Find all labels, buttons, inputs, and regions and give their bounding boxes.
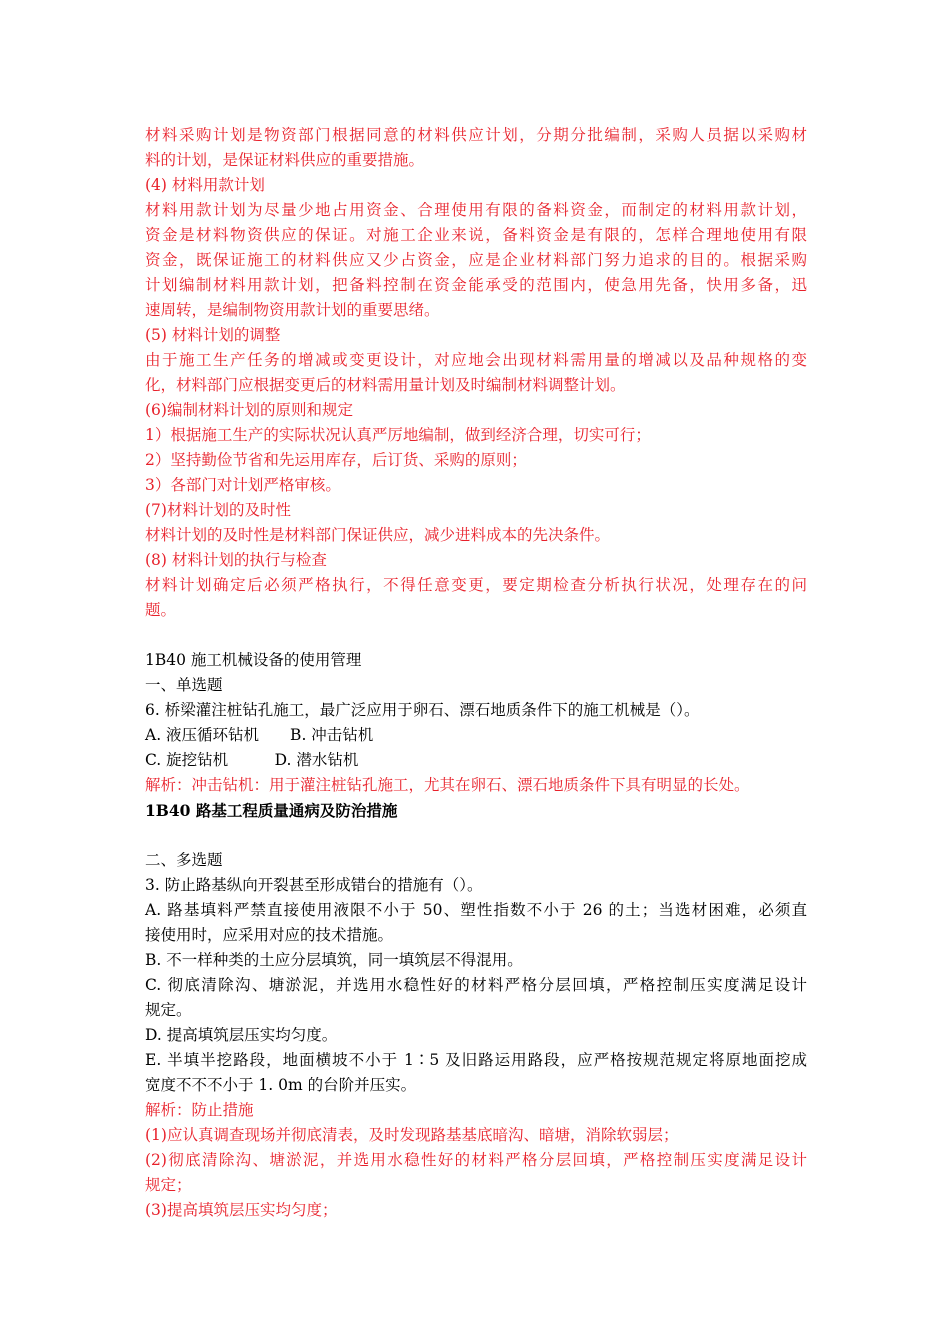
text-line: (5) 材料计划的调整 — [145, 326, 281, 344]
blank-line — [145, 823, 807, 848]
text-line: 材料用款计划为尽量少地占用资金、合理使用有限的备料资金，而制定的材料用款计划， — [145, 201, 807, 219]
text-line: 计划编制材料用款计划，把备料控制在资金能承受的范围内，使急用先备，快用多备，迅 — [145, 276, 807, 294]
text-line: 料的计划，是保证材料供应的重要措施。 — [145, 151, 425, 169]
text-line: (7)材料计划的及时性 — [145, 501, 291, 519]
text-line: 化，材料部门应根据变更后的材料需用量计划及时编制材料调整计划。 — [145, 376, 626, 394]
text-line: 3. 防止路基纵向开裂甚至形成错台的措施有（）。 — [145, 876, 483, 894]
text-line: 资金是材料物资供应的保证。对施工企业来说，备料资金是有限的，怎样合理地使用有限 — [145, 226, 807, 244]
text-line: 1）根据施工生产的实际状况认真严厉地编制，做到经济合理，切实可行； — [145, 426, 651, 444]
text-line: 题。 — [145, 601, 177, 619]
text-line: 解析：防止措施 — [145, 1101, 254, 1119]
text-line: (4) 材料用款计划 — [145, 176, 265, 194]
text-line: 材料计划的及时性是材料部门保证供应，减少进料成本的先决条件。 — [145, 526, 611, 544]
document-page — [145, 123, 807, 1223]
blank-line — [145, 623, 807, 648]
text-line: 宽度不不不小于 1. 0m 的台阶并压实。 — [145, 1076, 417, 1094]
text-line: 1B40 施工机械设备的使用管理 — [145, 651, 362, 669]
text-line: E. 半填半挖路段，地面横坡不小于 1∶5 及旧路运用路段，应严格按规范规定将原地面挖成 — [145, 1051, 807, 1069]
text-line: (1)应认真调查现场并彻底清表，及时发现路基基底暗沟、暗塘，消除软弱层； — [145, 1126, 679, 1144]
text-line: B. 不一样种类的土应分层填筑，同一填筑层不得混用。 — [145, 951, 523, 969]
section-heading: 1B40 路基工程质量通病及防治措施 — [145, 801, 398, 820]
text-line: 材料采购计划是物资部门根据同意的材料供应计划，分期分批编制，采购人员据以采购材 — [145, 126, 807, 144]
text-line: 一、单选题 — [145, 676, 223, 694]
text-line: 解析：冲击钻机：用于灌注桩钻孔施工，尤其在卵石、漂石地质条件下具有明显的长处。 — [145, 776, 750, 794]
text-line: C. 旋挖钻机 D. 潜水钻机 — [145, 751, 359, 769]
text-line: 资金，既保证施工的材料供应又少占资金，应是企业材料部门努力追求的目的。根据采购 — [145, 251, 807, 269]
text-line: A. 液压循环钻机 B. 冲击钻机 — [145, 726, 374, 744]
text-line: (8) 材料计划的执行与检查 — [145, 551, 327, 569]
text-line: C. 彻底清除沟、塘淤泥，并选用水稳性好的材料严格分层回填，严格控制压实度满足设计 — [145, 976, 807, 994]
text-line: 规定； — [145, 1176, 192, 1194]
text-line: 3）各部门对计划严格审核。 — [145, 476, 341, 494]
text-line: 由于施工生产任务的增减或变更设计，对应地会出现材料需用量的增减以及品种规格的变 — [145, 351, 807, 369]
text-line: (3)提高填筑层压实均匀度； — [145, 1201, 338, 1219]
text-line: 二、多选题 — [145, 851, 223, 869]
text-line: 材料计划确定后必须严格执行，不得任意变更，要定期检查分析执行状况，处理存在的问 — [145, 576, 807, 594]
text-line: D. 提高填筑层压实均匀度。 — [145, 1026, 338, 1044]
text-line: 2）坚持勤俭节省和先运用库存，后订货、采购的原则； — [145, 451, 527, 469]
text-line: 接使用时，应采用对应的技术措施。 — [145, 926, 394, 944]
text-line: 6. 桥梁灌注桩钻孔施工，最广泛应用于卵石、漂石地质条件下的施工机械是（）。 — [145, 701, 700, 719]
text-line: 速周转，是编制物资用款计划的重要思绪。 — [145, 301, 440, 319]
text-line: A. 路基填料严禁直接使用液限不小于 50、塑性指数不小于 26 的土；当选材困难，必须直 — [145, 901, 807, 919]
text-line: (6)编制材料计划的原则和规定 — [145, 401, 353, 419]
text-line: (2)彻底清除沟、塘淤泥，并选用水稳性好的材料严格分层回填，严格控制压实度满足设计 — [145, 1151, 807, 1169]
text-line: 规定。 — [145, 1001, 192, 1019]
